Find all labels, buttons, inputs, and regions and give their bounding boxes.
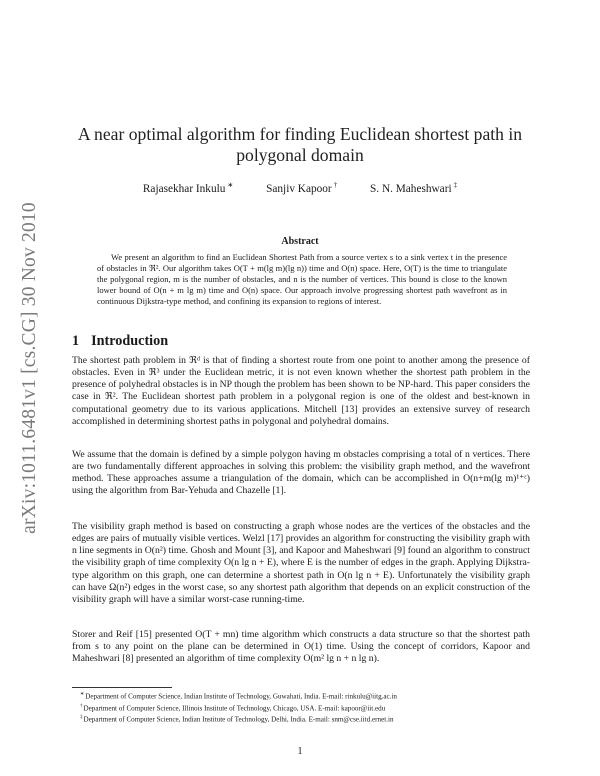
page-number: 1 [297,746,303,757]
author: Rajasekhar Inkulu ∗ [142,181,234,195]
abstract-heading: Abstract [281,236,319,247]
arxiv-stamp [8,188,52,548]
paragraph: The shortest path problem in ℜᵈ is that of finding a shortest route from one point to another among the presence of obstacles. Even in ℜ³ under the Euclidean metric, it is not even known whether the shortest path problem in the presence of polyhedral obstacles is in NP though the problem has been shown to be NP-hard. This paper considers the case in ℜ². The Euclidean shortest path problem in a polygonal region is one of the oldest and best-known in computational geometry due to its various applications. Mitchell [13] provides an extensive survey of research accomplished in determining shortest paths in polygonal and polyhedral domains. [72,355,530,427]
author: Sanjiv Kapoor † [266,181,338,195]
footnote: ∗Department of Computer Science, Indian Institute of Technology, Guwahati, India. E-mail: rinkulu@iitg.ac.in [80,692,397,701]
abstract-text: We present an algorithm to find an Euclidean Shortest Path from a source vertex s to a sink vertex t in the presence of obstacles in ℜ². Our algorithm takes O(T + m(lg m)(lg n)) time and O(n) space. Here, O(T) is the time to triangulate the polygonal region, m is the number of obstacles, and n is the number of vertices. This bound is close to the known lower bound of O(n + m lg m) time and O(n) space. Our approach involve progressing shortest path wavefront as in continuous Dijkstra-type method, and confining its expansion to regions of interest. [97,252,507,307]
section-number: 1 [72,333,80,349]
footnote: ‡Department of Computer Science, Indian Institute of Technology, Delhi, India. E-mail: snm@cse.iitd.ernet.in [80,715,394,724]
author: S. N. Maheshwari ‡ [370,181,458,195]
footnote: †Department of Computer Science, Illinois Institute of Technology, Chicago, USA. E-mail: kapoor@iit.edu [80,703,386,712]
footnotes [80,690,540,725]
abstract-body [97,252,507,307]
arxiv-id: arXiv:1011.6481v1 [cs.CG] 30 Nov 2010 [19,202,40,534]
section-title: Introduction [91,333,169,349]
paragraph: Storer and Reif [15] presented O(T + mn) time algorithm which constructs a data structure so that the shortest path from s to any point on the plane can be determined in O(1) time. Using the concept of corridors, Kapoor and Maheshwari [8] presented an algorithm of time complexity O(m² lg n + n lg n). [72,629,530,665]
paragraph: The visibility graph method is based on constructing a graph whose nodes are the vertices of the obstacles and the edges are pairs of mutually visible vertices. Welzl [17] provides an algorithm for constructing the visibility graph with n line segments in O(n²) time. Ghosh and Mount [3], and Kapoor and Maheshwari [9] found an algorithm to construct the visibility graph of time complexity O(n lg n + E), where E is the number of edges in the graph. Applying Dijkstra-type algorithm on this graph, one can determine a shortest path in O(n lg n + E). Unfortunately the visibility graph can have Ω(n²) edges in the worst case, so any shortest path algorithm that depends on an explicit construction of the visibility graph will have a similar worst-case running-time. [72,521,531,605]
section-heading [72,333,180,350]
paper-title: A near optimal algorithm for finding Euclidean shortest path in polygonal domain [77,124,523,165]
author-list [60,181,540,195]
paragraph: We assume that the domain is defined by a simple polygon having m obstacles comprising a total of n vertices. There are two fundamentally different approaches in solving this problem: the visibility graph method, and the wavefront method. These approaches assume a triangulation of the domain, which can be accomplished in O(n+m(lg m)¹⁺ᵋ) using the algorithm from Bar-Yehuda and Chazelle [1]. [72,449,530,497]
footnote-rule [72,687,172,688]
